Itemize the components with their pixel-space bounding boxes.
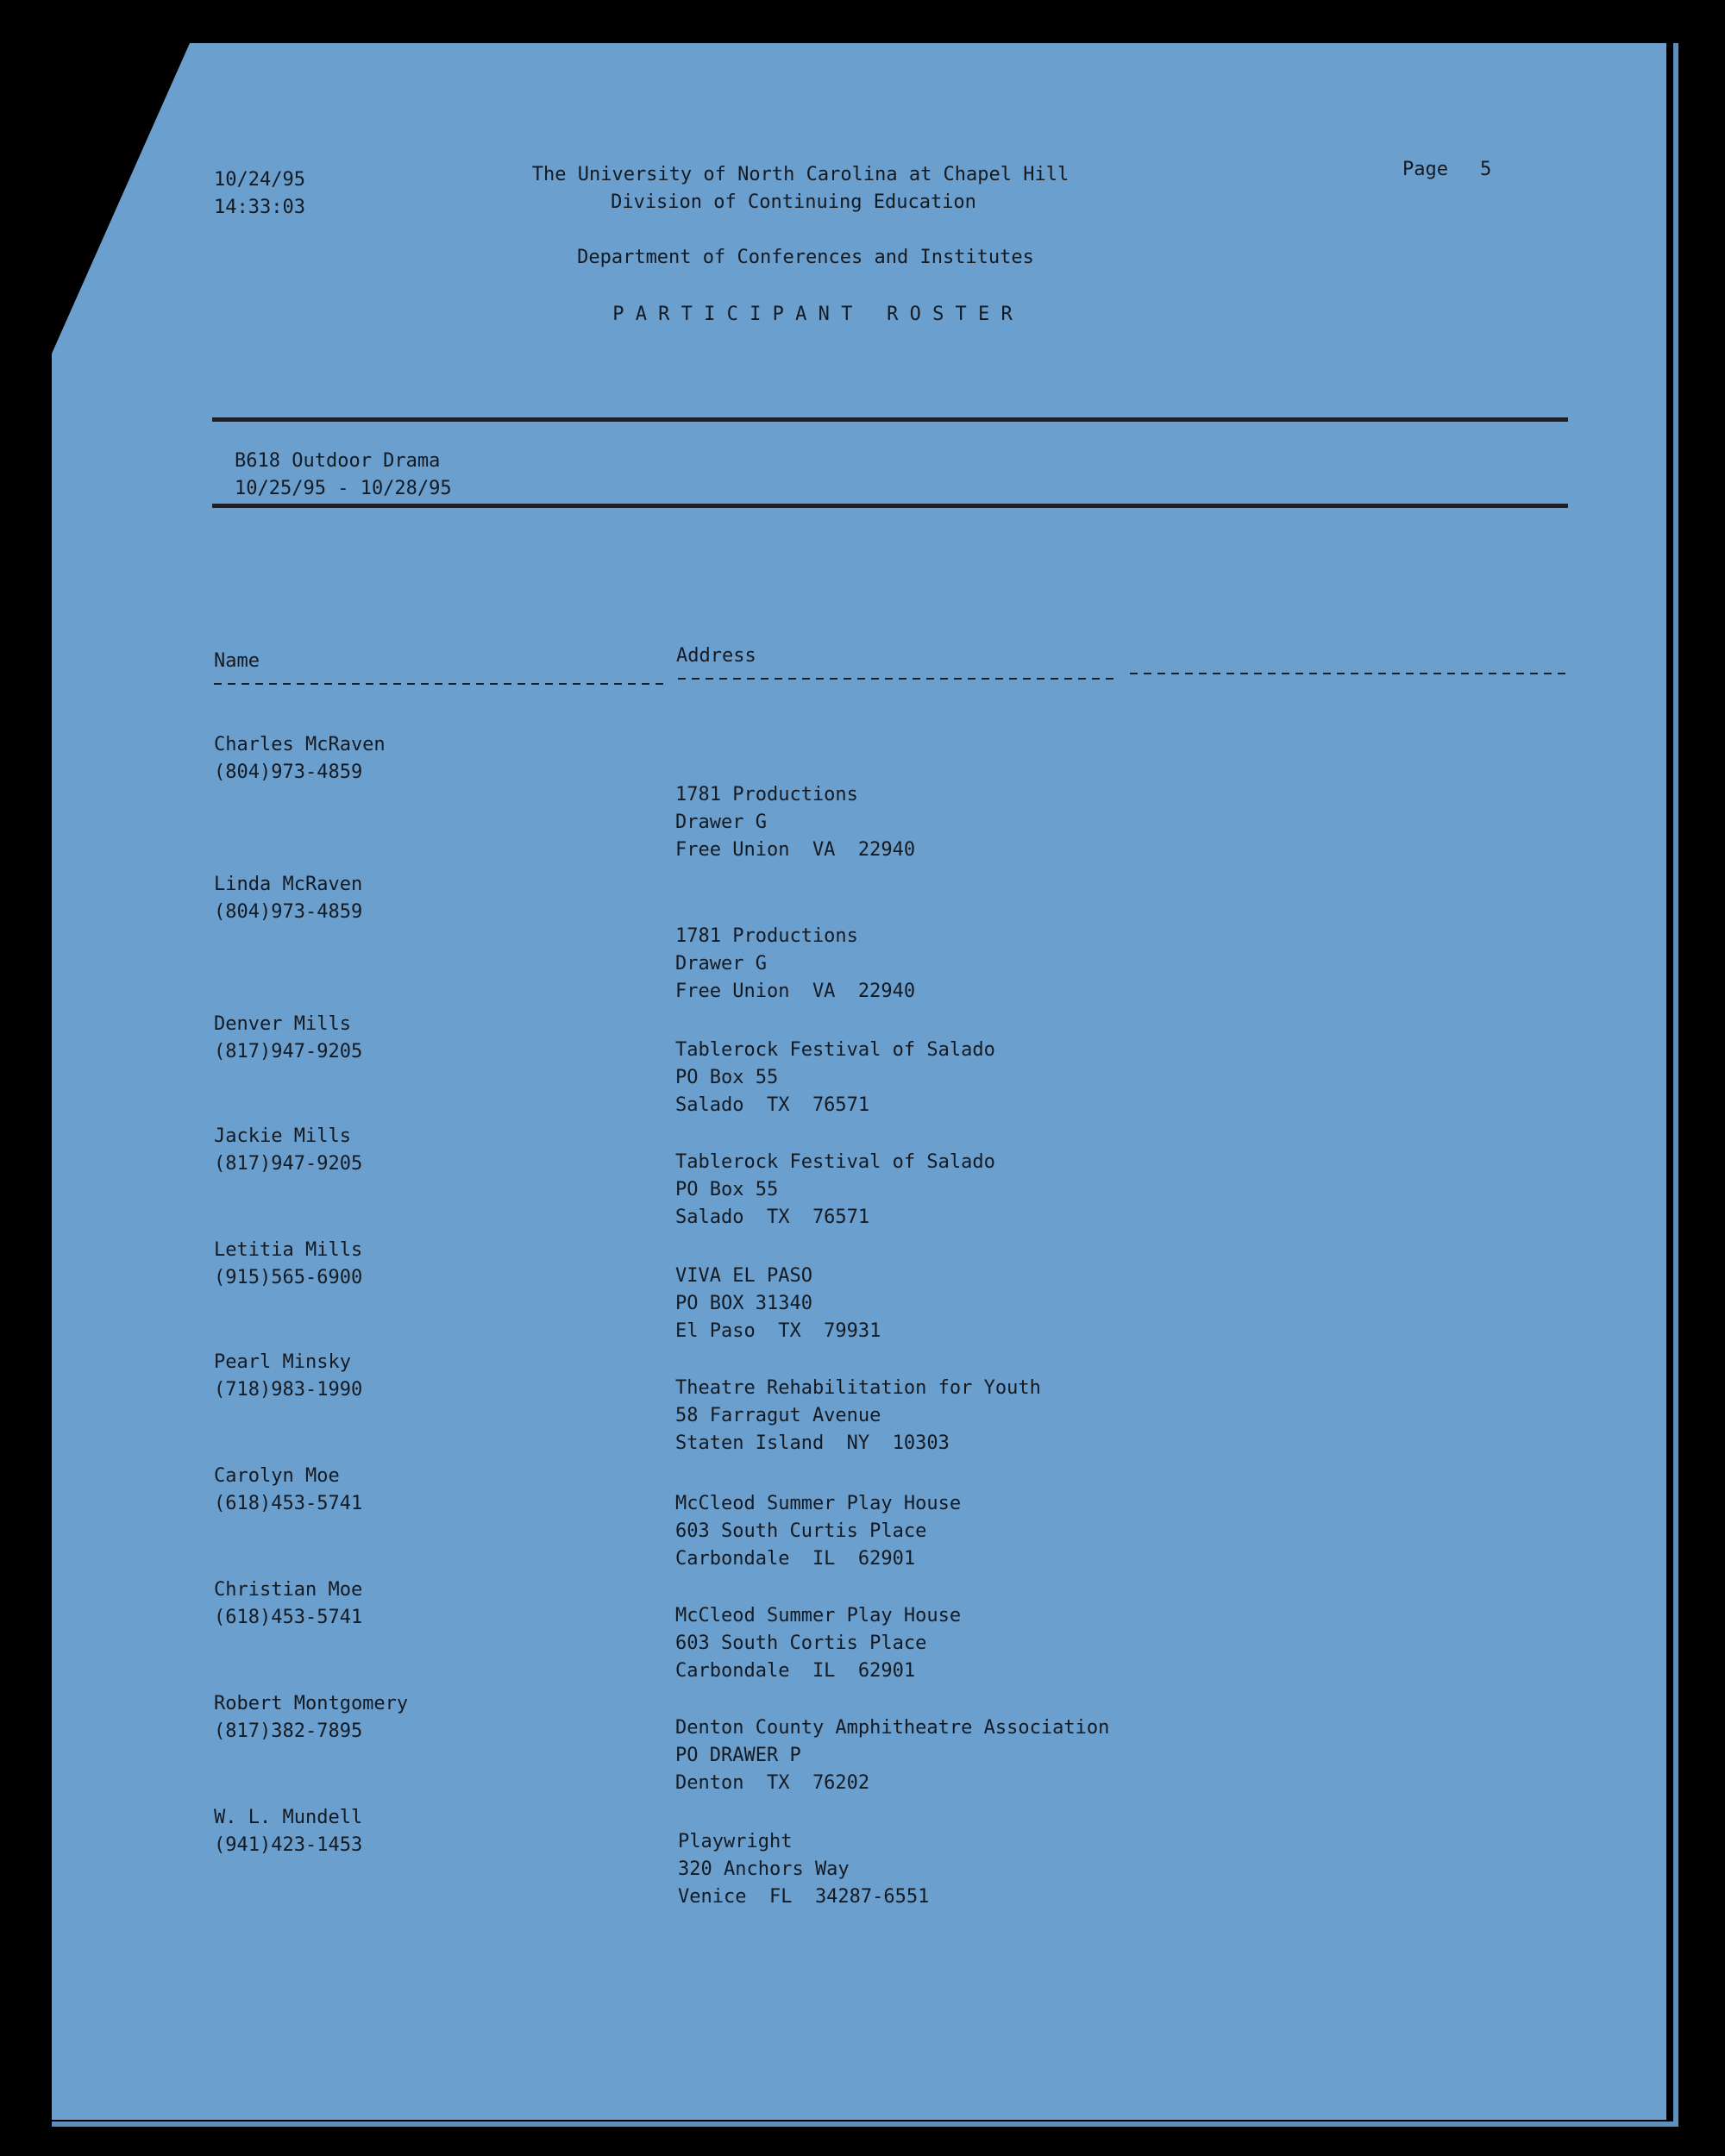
participant-phone: (817)947-9205 bbox=[214, 1153, 363, 1175]
division-name: Division of Continuing Education bbox=[611, 191, 976, 213]
report-date: 10/24/95 bbox=[214, 169, 305, 191]
address-line: Carbondale IL 62901 bbox=[675, 1548, 916, 1570]
participant-phone: (817)382-7895 bbox=[214, 1720, 363, 1742]
address-line: Free Union VA 22940 bbox=[675, 839, 916, 861]
address-line: Denton TX 76202 bbox=[675, 1772, 870, 1794]
participant-name: Jackie Mills bbox=[214, 1125, 351, 1147]
address-line: 58 Farragut Avenue bbox=[675, 1405, 881, 1426]
course-name: B618 Outdoor Drama bbox=[235, 450, 441, 472]
column-header-name: Name bbox=[214, 650, 260, 672]
address-line: PO Box 55 bbox=[675, 1179, 779, 1200]
address-line: Playwright bbox=[678, 1831, 793, 1852]
list-item bbox=[214, 1576, 962, 1682]
participant-phone: (941)423-1453 bbox=[214, 1834, 363, 1856]
address-line: El Paso TX 79931 bbox=[675, 1320, 881, 1342]
page-title: P A R T I C I P A N T R O S T E R bbox=[612, 304, 1013, 325]
participant-phone: (618)453-5741 bbox=[214, 1493, 363, 1514]
address-line: Tablerock Festival of Salado bbox=[675, 1151, 995, 1173]
address-line: Tablerock Festival of Salado bbox=[675, 1039, 995, 1061]
address-line: Staten Island NY 10303 bbox=[675, 1432, 950, 1454]
report-time: 14:33:03 bbox=[214, 197, 305, 218]
address-line: PO Box 55 bbox=[675, 1067, 779, 1088]
course-dates: 10/25/95 - 10/28/95 bbox=[235, 478, 452, 499]
list-item bbox=[214, 1237, 881, 1342]
address-line: 1781 Productions bbox=[675, 784, 858, 805]
address-line: Venice FL 34287-6551 bbox=[678, 1886, 930, 1908]
participant-phone: (817)947-9205 bbox=[214, 1041, 363, 1062]
bottom-rule bbox=[212, 504, 1568, 508]
participant-address bbox=[675, 1263, 881, 1345]
department-name: Department of Conferences and Institutes bbox=[577, 247, 1034, 268]
address-line: Theatre Rehabilitation for Youth bbox=[675, 1377, 1041, 1399]
participant-name: Robert Montgomery bbox=[214, 1693, 409, 1714]
participant-phone: (804)973-4859 bbox=[214, 901, 363, 923]
list-item bbox=[214, 731, 916, 861]
list-item bbox=[214, 1123, 995, 1228]
participant-name: Denver Mills bbox=[214, 1013, 351, 1035]
dash-rule-address bbox=[678, 678, 1114, 680]
participant-phone: (915)565-6900 bbox=[214, 1267, 363, 1288]
address-line: McCleod Summer Play House bbox=[675, 1605, 962, 1626]
participant-name: Linda McRaven bbox=[214, 874, 363, 895]
page-number: 5 bbox=[1480, 159, 1492, 180]
list-item bbox=[214, 1349, 1041, 1454]
address-line: 1781 Productions bbox=[675, 925, 858, 947]
participant-name: Carolyn Moe bbox=[214, 1465, 340, 1487]
address-line: 603 South Cortis Place bbox=[675, 1633, 927, 1654]
list-item bbox=[214, 1463, 962, 1570]
address-line: VIVA EL PASO bbox=[675, 1265, 812, 1287]
address-line: 320 Anchors Way bbox=[678, 1858, 850, 1880]
column-header-address: Address bbox=[676, 645, 756, 667]
address-line: PO DRAWER P bbox=[675, 1745, 801, 1766]
participant-address bbox=[675, 923, 915, 1006]
top-rule bbox=[212, 417, 1568, 422]
participant-address bbox=[675, 1602, 961, 1685]
participant-name: Christian Moe bbox=[214, 1579, 363, 1601]
page-label: Page bbox=[1402, 159, 1448, 180]
dash-rule-name bbox=[214, 683, 664, 685]
address-line: Salado TX 76571 bbox=[675, 1206, 870, 1228]
institution-name: The University of North Carolina at Chapel Hill bbox=[531, 164, 1070, 185]
participant-phone: (618)453-5741 bbox=[214, 1607, 363, 1628]
dash-rule-address-2 bbox=[1130, 673, 1568, 674]
participant-address bbox=[675, 1490, 961, 1573]
address-line: Salado TX 76571 bbox=[675, 1094, 870, 1116]
participant-address bbox=[675, 781, 915, 864]
address-line: Drawer G bbox=[675, 953, 767, 975]
participant-name: Pearl Minsky bbox=[214, 1351, 351, 1373]
participant-phone: (718)983-1990 bbox=[214, 1379, 363, 1401]
participant-phone: (804)973-4859 bbox=[214, 761, 363, 783]
address-line: PO BOX 31340 bbox=[675, 1293, 812, 1314]
address-line: Free Union VA 22940 bbox=[675, 981, 916, 1002]
address-line: Denton County Amphitheatre Association bbox=[675, 1717, 1110, 1739]
list-item bbox=[214, 871, 916, 1002]
address-line: 603 South Curtis Place bbox=[675, 1520, 927, 1542]
list-item bbox=[214, 1690, 1110, 1794]
participant-address bbox=[675, 1375, 1041, 1457]
participant-name: Charles McRaven bbox=[214, 734, 386, 755]
participant-address bbox=[675, 1037, 995, 1119]
list-item bbox=[214, 1011, 995, 1116]
participant-address bbox=[675, 1714, 1109, 1797]
participant-name: W. L. Mundell bbox=[214, 1807, 363, 1828]
address-line: Carbondale IL 62901 bbox=[675, 1660, 916, 1682]
participant-address bbox=[678, 1828, 929, 1911]
address-line: Drawer G bbox=[675, 812, 767, 833]
list-item bbox=[214, 1804, 930, 1908]
participant-name: Letitia Mills bbox=[214, 1239, 363, 1261]
address-line: McCleod Summer Play House bbox=[675, 1493, 962, 1514]
participant-address bbox=[675, 1149, 995, 1232]
